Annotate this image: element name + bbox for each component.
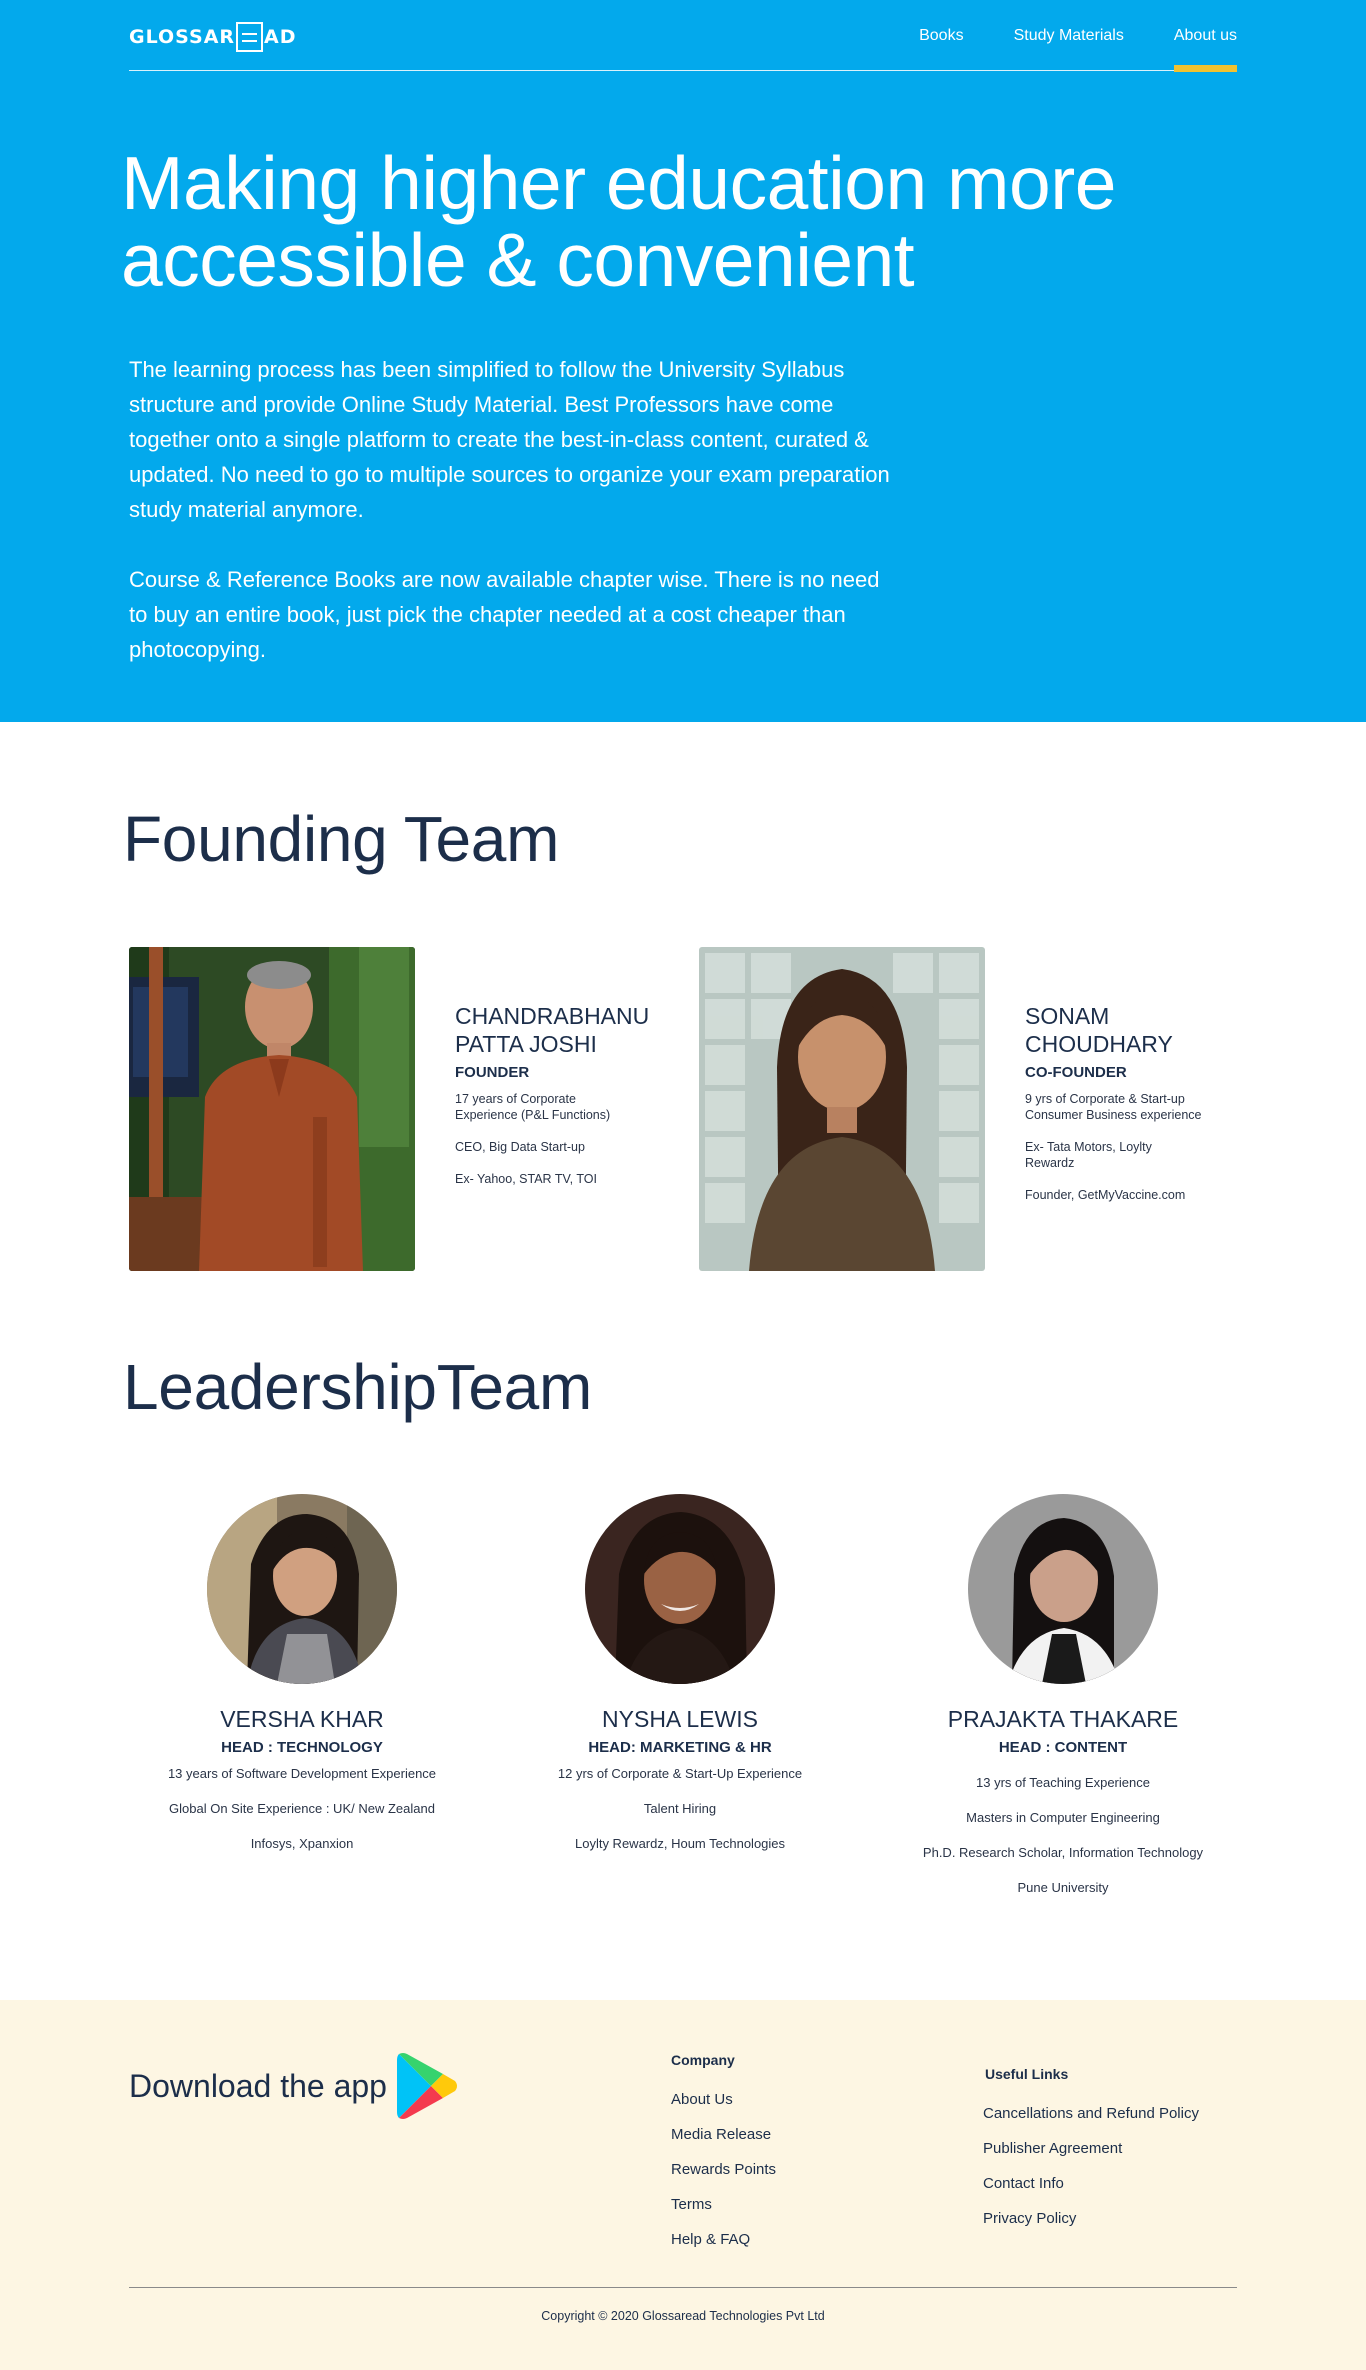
leader-detail: Infosys, Xpanxion [250, 1836, 354, 1851]
download-app-label: Download the app [129, 2067, 387, 2104]
leader-detail: Masters in Computer Engineering [966, 1810, 1160, 1825]
cofounder-name-line2: CHOUDHARY [1025, 1031, 1173, 1057]
glossaread-logo[interactable] [129, 22, 297, 52]
nav-links [869, 0, 1237, 71]
leader-role: HEAD : CONTENT [998, 1739, 1128, 1756]
nav-study-materials[interactable]: Study Materials [1013, 26, 1124, 44]
leader-card [122, 1494, 482, 1852]
leader-photo-image [585, 1494, 775, 1684]
founder-name-line2: PATTA JOSHI [455, 1031, 597, 1057]
team-section [0, 722, 1366, 2000]
hero-paragraph-2: Course & Reference Books are now available chapter wise. There is no need to buy an entire book, just pick the chapter needed at a cost cheaper than photocopying. [129, 567, 880, 662]
hero-description [129, 352, 899, 667]
footer-link-rewards-points[interactable]: Rewards Points [671, 2161, 777, 2178]
cofounder-role: CO-FOUNDER [1025, 1064, 1127, 1081]
top-nav [129, 0, 1237, 71]
footer-company-column [671, 2052, 776, 2265]
nav-books[interactable]: Books [919, 26, 964, 44]
leader-photo [207, 1494, 397, 1684]
logo-text-right: AD [264, 26, 297, 48]
footer-link-about-us[interactable]: About Us [671, 2091, 733, 2108]
hero-section [0, 0, 1366, 722]
leader-role: HEAD: MARKETING & HR [588, 1739, 772, 1756]
founder-info [455, 1002, 665, 1187]
founder-photo [129, 947, 415, 1271]
copyright-text: Copyright © 2020 Glossaread Technologies Pvt Ltd [541, 2309, 825, 2323]
footer-company-title: Company [671, 2052, 735, 2068]
google-play-icon[interactable] [395, 2052, 459, 2120]
cofounder-info [1025, 1002, 1235, 1203]
leader-photo-image [968, 1494, 1158, 1684]
cofounder-card [699, 947, 1259, 1271]
founder-detail: CEO, Big Data Start-up [455, 1140, 585, 1154]
leader-detail: Pune University [1017, 1880, 1109, 1895]
leader-name: VERSHA KHAR [220, 1706, 384, 1732]
leader-card [500, 1494, 860, 1852]
cofounder-photo-image [699, 947, 985, 1271]
logo-text-left: GLOSSAR [129, 26, 236, 48]
cofounder-name [1025, 1002, 1235, 1058]
founder-detail: 17 years of Corporate Experience (P&L Functions) [455, 1092, 611, 1122]
footer-divider [129, 2287, 1237, 2288]
leader-name: PRAJAKTA THAKARE [947, 1706, 1179, 1732]
founder-detail: Ex- Yahoo, STAR TV, TOI [455, 1172, 597, 1186]
cofounder-photo [699, 947, 985, 1271]
footer-link-privacy-policy[interactable]: Privacy Policy [983, 2210, 1077, 2227]
leader-name: NYSHA LEWIS [602, 1706, 758, 1732]
hero-title [121, 141, 1261, 302]
hero-title-line1: Making higher education more [121, 141, 1116, 225]
hero-title-line2: accessible & convenient [121, 218, 915, 302]
founding-team-title: Founding Team [123, 803, 560, 875]
footer-useful-links-column [983, 2066, 1199, 2244]
leader-detail: 12 yrs of Corporate & Start-Up Experience [557, 1766, 803, 1781]
footer-link-help-faq[interactable]: Help & FAQ [671, 2231, 751, 2248]
leader-role: HEAD : TECHNOLOGY [221, 1739, 383, 1756]
nav-about-us[interactable]: About us [1174, 0, 1237, 71]
founder-name-line1: CHANDRABHANU [455, 1003, 650, 1029]
cofounder-name-line1: SONAM [1025, 1003, 1110, 1029]
download-app-link[interactable] [129, 2052, 459, 2120]
footer-link-refund-policy[interactable]: Cancellations and Refund Policy [983, 2105, 1199, 2122]
footer-link-terms[interactable]: Terms [671, 2196, 712, 2213]
logo-mark-icon [236, 22, 263, 52]
leader-detail: Talent Hiring [643, 1801, 717, 1816]
leader-detail: 13 years of Software Development Experience [167, 1766, 437, 1781]
footer-link-publisher-agreement[interactable]: Publisher Agreement [983, 2140, 1123, 2157]
cofounder-detail: 9 yrs of Corporate & Start-up Consumer Business experience [1025, 1092, 1202, 1122]
founder-card [129, 947, 689, 1271]
cofounder-detail: Founder, GetMyVaccine.com [1025, 1188, 1186, 1202]
footer [0, 2000, 1366, 2370]
footer-link-media-release[interactable]: Media Release [671, 2126, 772, 2143]
leader-detail: Loylty Rewardz, Houm Technologies [574, 1836, 786, 1851]
leader-photo-image [207, 1494, 397, 1684]
founder-name [455, 1002, 665, 1058]
leader-detail: Global On Site Experience : UK/ New Zealand [169, 1801, 435, 1816]
founder-photo-image [129, 947, 415, 1271]
leader-photo [585, 1494, 775, 1684]
leader-photo [968, 1494, 1158, 1684]
founder-role: FOUNDER [455, 1064, 530, 1081]
footer-useful-title: Useful Links [985, 2066, 1069, 2082]
hero-paragraph-1: The learning process has been simplified to follow the University Syllabus structure and provide Online Study Material. Best Professors have come together onto a single platform to create the best-in-class content, curated & updated. No need to go to multiple sources to organize your exam preparation study material anymore. [129, 357, 890, 522]
leader-detail: 13 yrs of Teaching Experience [976, 1775, 1150, 1790]
cofounder-detail: Ex- Tata Motors, Loylty Rewardz [1025, 1140, 1152, 1170]
leadership-team-title: LeadershipTeam [123, 1351, 592, 1423]
leader-card [883, 1494, 1243, 1896]
leader-detail: Ph.D. Research Scholar, Information Technology [922, 1845, 1204, 1860]
footer-link-contact-info[interactable]: Contact Info [983, 2175, 1064, 2192]
